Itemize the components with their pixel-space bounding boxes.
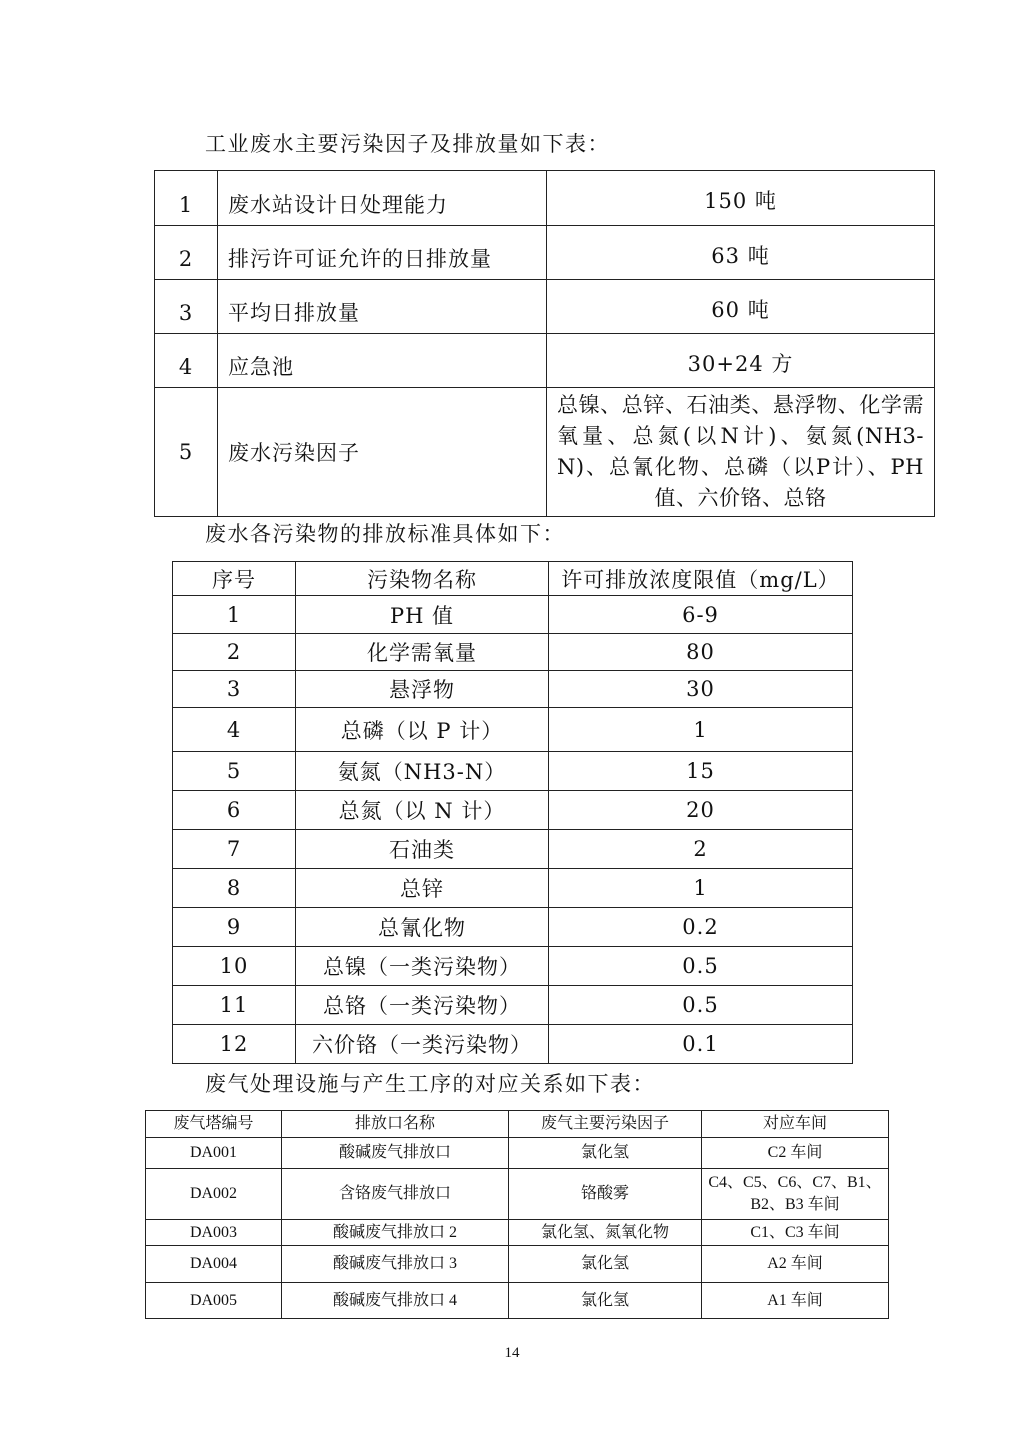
cell: 0.1 [549,1025,853,1064]
cell: 5 [173,752,296,791]
cell: 30 [549,671,853,708]
table-row [146,1169,889,1220]
item-label: 废水站设计日处理能力 [218,171,547,226]
row-number: 2 [155,226,218,280]
item-label: 应急池 [218,334,547,388]
table-row [173,830,853,869]
cell: 80 [549,634,853,671]
table-row [155,388,935,517]
cell: C1、C3 车间 [702,1220,889,1246]
cell: 铬酸雾 [509,1169,702,1220]
table-row [173,947,853,986]
table-row [173,671,853,708]
cell: 11 [173,986,296,1025]
cell: 2 [549,830,853,869]
table-row [146,1246,889,1283]
header-cell: 对应车间 [702,1111,889,1138]
table-row [173,634,853,671]
cell: 4 [173,708,296,752]
pollutant-factors: 总镍、总锌、石油类、悬浮物、化学需氧量、总氮(以N计)、氨氮(NH3-N)、总氰化物、总磷（以P计）、PH值、六价铬、总铬 [547,388,935,517]
cell: 1 [549,708,853,752]
item-value: 63 吨 [547,226,935,280]
item-value: 150 吨 [547,171,935,226]
header-cell: 废气塔编号 [146,1111,282,1138]
page-number: 14 [504,1345,520,1361]
cell: DA002 [146,1169,282,1220]
cell: 7 [173,830,296,869]
gas-intro: 废气处理设施与产生工序的对应关系如下表： [205,1072,655,1096]
item-value: 60 吨 [547,280,935,334]
table-row [155,280,935,334]
cell: 总铬（一类污染物） [296,986,549,1025]
cell: A1 车间 [702,1283,889,1319]
row-number: 5 [155,388,218,517]
item-label: 排污许可证允许的日排放量 [218,226,547,280]
table-row [146,1283,889,1319]
cell: 氯化氢 [509,1283,702,1319]
cell: DA003 [146,1220,282,1246]
table-row [173,791,853,830]
header-cell: 废气主要污染因子 [509,1111,702,1138]
header-cell: 污染物名称 [296,562,549,596]
cell: 酸碱废气排放口 3 [282,1246,509,1283]
cell: DA004 [146,1246,282,1283]
cell: 1 [549,869,853,908]
item-value: 30+24 方 [547,334,935,388]
cell: 氯化氢、氮氧化物 [509,1220,702,1246]
cell: C4、C5、C6、C7、B1、B2、B3 车间 [702,1169,889,1220]
cell: 氯化氢 [509,1246,702,1283]
standards-intro: 废水各污染物的排放标准具体如下： [205,522,565,546]
table-row [173,869,853,908]
cell: 悬浮物 [296,671,549,708]
cell: 石油类 [296,830,549,869]
table-row [173,1025,853,1064]
cell: 6-9 [549,596,853,634]
table-row [146,1138,889,1169]
cell: 总磷（以 P 计） [296,708,549,752]
cell: 含铬废气排放口 [282,1169,509,1220]
table-row [173,752,853,791]
waste-gas-table [145,1110,889,1319]
cell: 氨氮（NH3-N） [296,752,549,791]
cell: DA005 [146,1283,282,1319]
cell: 1 [173,596,296,634]
table-row [173,908,853,947]
cell: 酸碱废气排放口 2 [282,1220,509,1246]
cell: 总镍（一类污染物） [296,947,549,986]
cell: 总氮（以 N 计） [296,791,549,830]
table-row [146,1220,889,1246]
item-label: 废水污染因子 [218,388,547,517]
table-row [173,596,853,634]
table-row [155,334,935,388]
wastewater-intro: 工业废水主要污染因子及排放量如下表： [205,132,610,156]
cell: 6 [173,791,296,830]
row-number: 4 [155,334,218,388]
item-label: 平均日排放量 [218,280,547,334]
cell: 9 [173,908,296,947]
wastewater-table [154,170,935,517]
cell: 氯化氢 [509,1138,702,1169]
discharge-standards-table [172,561,853,1064]
header-cell: 许可排放浓度限值（mg/L） [549,562,853,596]
cell: 六价铬（一类污染物） [296,1025,549,1064]
header-row [146,1111,889,1138]
cell: 总锌 [296,869,549,908]
cell: 8 [173,869,296,908]
cell: 酸碱废气排放口 4 [282,1283,509,1319]
row-number: 1 [155,171,218,226]
cell: 15 [549,752,853,791]
cell: 10 [173,947,296,986]
cell: PH 值 [296,596,549,634]
cell: 20 [549,791,853,830]
cell: 0.2 [549,908,853,947]
header-cell: 序号 [173,562,296,596]
row-number: 3 [155,280,218,334]
table-row [173,708,853,752]
table-row [173,986,853,1025]
cell: 总氰化物 [296,908,549,947]
cell: DA001 [146,1138,282,1169]
cell: 0.5 [549,986,853,1025]
header-cell: 排放口名称 [282,1111,509,1138]
cell: 3 [173,671,296,708]
cell: A2 车间 [702,1246,889,1283]
header-row [173,562,853,596]
cell: 2 [173,634,296,671]
table-row [155,226,935,280]
cell: 化学需氧量 [296,634,549,671]
cell: 酸碱废气排放口 [282,1138,509,1169]
cell: 0.5 [549,947,853,986]
cell: C2 车间 [702,1138,889,1169]
cell: 12 [173,1025,296,1064]
table-row [155,171,935,226]
